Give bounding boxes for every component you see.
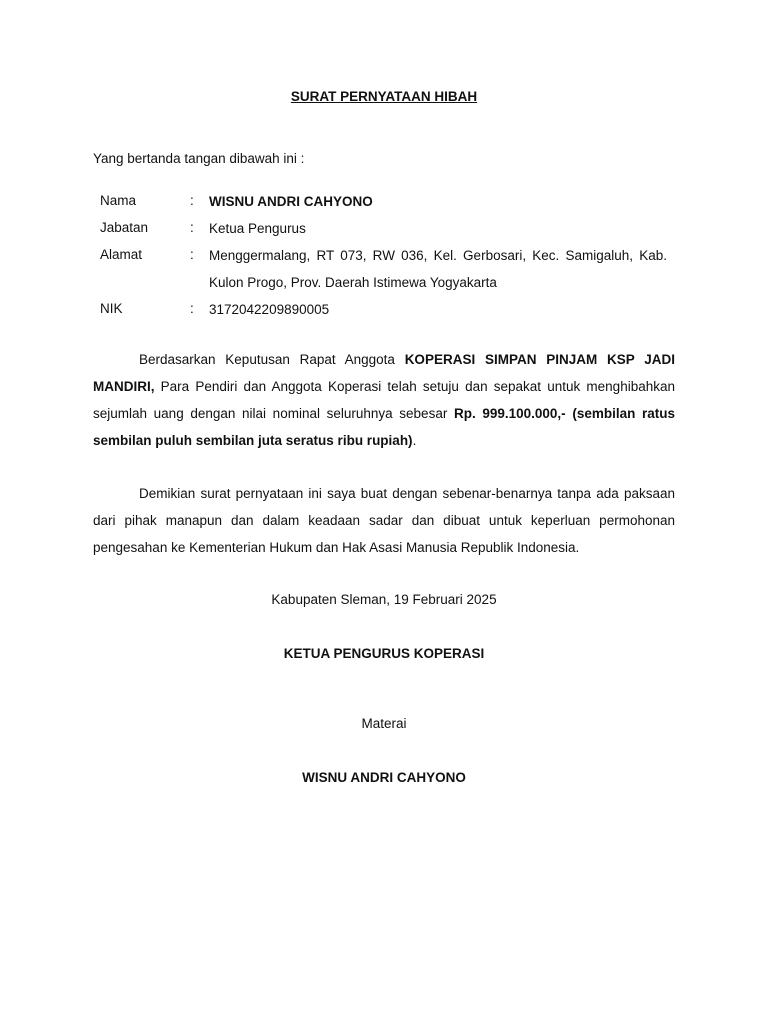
- identity-label: Jabatan: [100, 220, 149, 235]
- identity-value-jabatan: Ketua Pengurus: [209, 220, 306, 236]
- paragraph1-text: Berdasarkan Keputusan Rapat Anggota: [139, 352, 405, 367]
- identity-label: Nama: [100, 193, 137, 208]
- paragraph1-text: Para Pendiri dan Anggota Koperasi telah setuju dan sepakat untuk menghibahkan sejumlah uang dengan nilai nominal seluruhnya sebesar: [93, 379, 675, 421]
- paragraph1-period: .: [412, 433, 417, 448]
- identity-label: Alamat: [100, 247, 143, 262]
- identity-value-nama: WISNU ANDRI CAHYONO: [209, 193, 373, 209]
- cooperative-name: KOPERASI SIMPAN PINJAM KSP JADI MANDIRI,: [93, 352, 675, 394]
- place-date: Kabupaten Sleman, 19 Februari 2025: [271, 592, 497, 607]
- identity-colon: :: [190, 301, 194, 316]
- identity-row-alamat: [100, 246, 676, 300]
- paragraph2-text: Demikian surat pernyataan ini saya buat dengan sebenar-benarnya tanpa ada paksaan dari pihak manapun dan dalam keadaan sadar dan dibuat untuk keperluan permohonan pengesahan ke Kementerian Hukum dan Hak Asasi Manusia Republik Indonesia.: [93, 486, 675, 555]
- signer-name: WISNU ANDRI CAHYONO: [302, 770, 466, 785]
- intro-text: Yang bertanda tangan dibawah ini :: [93, 151, 305, 166]
- grant-amount: Rp. 999.100.000,- (sembilan ratus sembilan puluh sembilan juta seratus ribu rupiah): [93, 406, 675, 448]
- paragraph-grant-statement: [93, 346, 675, 454]
- document-title: SURAT PERNYATAAN HIBAH: [290, 89, 478, 104]
- identity-colon: :: [190, 193, 194, 208]
- materai-stamp-placeholder: Materai: [361, 716, 407, 731]
- identity-colon: :: [190, 247, 194, 262]
- identity-label: NIK: [100, 301, 123, 316]
- signer-role: KETUA PENGURUS KOPERASI: [283, 646, 485, 661]
- identity-row-nik: [100, 300, 676, 327]
- identity-colon: :: [190, 220, 194, 235]
- identity-value-alamat: Menggermalang, RT 073, RW 036, Kel. Gerbosari, Kec. Samigaluh, Kab. Kulon Progo, Prov. Daerah Istimewa Yogyakarta: [209, 247, 667, 290]
- identity-table: [100, 192, 676, 327]
- paragraph-closing-statement: [93, 480, 675, 561]
- identity-value-nik: 3172042209890005: [209, 301, 330, 317]
